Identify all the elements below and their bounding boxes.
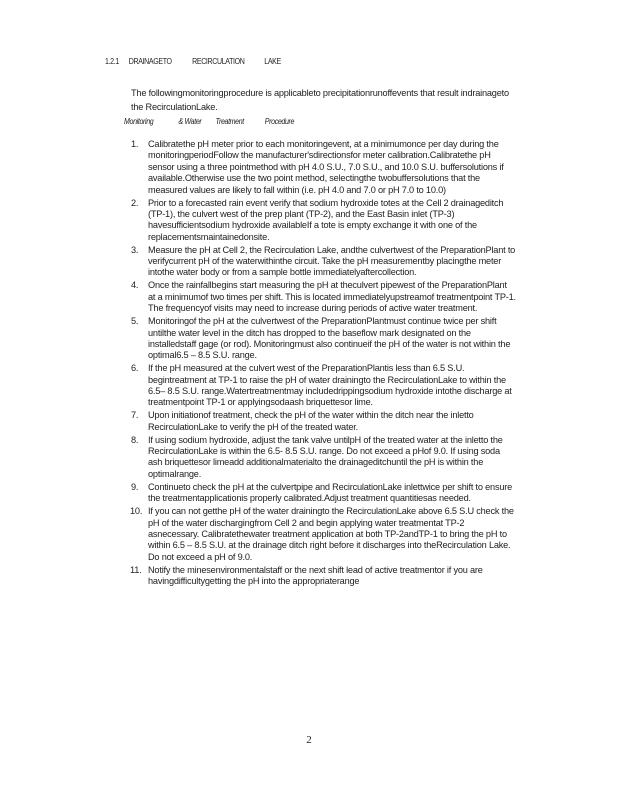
step-number: 9. (131, 481, 139, 492)
procedure-step (131, 198, 516, 244)
intro-paragraph: The followingmonitoringprocedure is applicableto precipitationrunoffevents that result indrainageto the RecirculationLake. (131, 88, 509, 112)
section-heading (105, 57, 281, 66)
step-text: Calibratethe pH meter prior to each monitoringevent, at a minimumonce per day during the monitoringperiodFollow the manufacturer'sdirectionsfor meter calibration.Calibratethe pH sensor using a three pointmethod with pH 4.0 S.U., 7.0 S.U., and 10.0 S.U. buffersolutions if available.Otherwise use the two point method, selectingthe twobuffersolutions that the measured values are likely to fall within (i.e. pH 4.0 and 7.0 or pH 7.0 to 10.0) (148, 139, 504, 195)
step-text: Continueto check the pH at the culvertpipe and RecirculationLake inlettwice per shift to ensure the treatmentapplicationis properly calibrated.Adjust treatment quantitiesas needed. (148, 481, 513, 504)
procedure-step (131, 139, 516, 196)
procedure-step (131, 482, 516, 505)
section-title-word: RECIRCULATION (192, 57, 245, 66)
step-text: Prior to a forecasted rain event verify that sodium hydroxide totes at the Cell 2 drainageditch (TP-1), the culvert west of the prep plant (TP-2), and the East Basin inlet (TP-3) havesufficientsodium hydroxide availableIf a tote is empty exchange it with one of the replacementsmaintainedonsite. (148, 197, 504, 242)
step-text: Notify the minesenvironmentalstaff or the next shift lead of active treatmentor if you are havingdifficultygetting the pH into the appropriaterange (148, 564, 483, 587)
step-number: 6. (131, 363, 139, 374)
step-number: 11. (130, 564, 142, 575)
section-title-word: LAKE (264, 57, 281, 66)
subheading-word: & Water (178, 117, 202, 126)
step-text: If the pH measured at the culvert west of the PreparationPlantis less than 6.5 S.U. begintreatment at TP-1 to raise the pH of water drainingto the RecirculationLake to within the 6.5– 8.5 S.U. range.Watertreatmentmay includedrippingsodium hydroxide intothe discharge at treatmentpoint TP-1 or applyingsodaash briquettesor lime. (148, 363, 512, 408)
step-number: 3. (131, 244, 139, 255)
procedure-step (131, 565, 516, 588)
step-text: Once the rainfallbegins start measuring the pH at theculvert pipewest of the PreparationPlant at a minimumof two times per shift. This is located immediatelyupstreamof treatmentpoint TP-1. The frequencyof visits may need to increase during periods of active water treatment. (148, 280, 516, 314)
procedure-step (131, 316, 516, 362)
procedure-step (131, 410, 516, 433)
procedure-step (131, 435, 516, 481)
step-number: 10. (130, 506, 143, 517)
step-text: If you can not getthe pH of the water drainingto the RecirculationLake above 6.5 S.U check the pH of the water dischargingfrom Cell 2 and begin applying water treatmentat TP-2 asnecessary. Calibratethewater treatment application at both TP-2andTP-1 to bring the pH to within 6.5 – 8.5 S.U. at the drainage ditch right before it discharges into theRecirculation Lake. Do not exceed a pH of 9.0. (148, 506, 514, 562)
step-number: 8. (131, 434, 139, 445)
step-number: 2. (131, 197, 139, 208)
section-number: 1.2.1 (105, 57, 119, 66)
step-text: Measure the pH at Cell 2, the Recirculation Lake, andthe culvertwest of the PreparationPlant to verifycurrent pH of the waterwithinthe circuit. Take the pH measurementby placingthe meter intothe water body or from a sample bottle immediatelyaftercollection. (148, 244, 516, 278)
procedure-subheading (124, 117, 294, 126)
step-number: 5. (131, 316, 139, 327)
subheading-word: Monitoring (124, 117, 154, 126)
step-number: 7. (131, 410, 139, 421)
section-title-word: DRAINAGETO (128, 57, 172, 66)
step-text: If using sodium hydroxide, adjust the tank valve untilpH of the treated water at the inletto the RecirculationLake is within the 6.5- 8.5 S.U. range. Do not exceed a pHof 9.0. If using soda ash briquettesor limeadd additionalmaterialto the drainageditchuntil the pH is within the optimalrange. (148, 434, 503, 479)
step-text: Monitoringof the pH at the culvertwest of the PreparationPlantmust continue twice per shift untilthe water level in the ditch has dropped to the baseflow mark designated on the installedstaff gage (or rod). Monitoringmust also continueif the pH of the water is not within the optimal6.5 – 8.5 S.U. range. (148, 316, 511, 361)
subheading-word: Procedure (264, 117, 295, 126)
page-number: 2 (306, 734, 312, 746)
step-number: 1. (131, 139, 139, 149)
procedure-step (131, 506, 516, 563)
step-text: Upon initiationof treatment, check the pH of the water within the ditch near the inletto RecirculationLake to verify the pH of the treated water. (148, 410, 474, 432)
procedure-step (131, 245, 516, 279)
procedure-step (131, 280, 516, 314)
step-number: 4. (131, 280, 139, 291)
subheading-word: Treatment (215, 117, 244, 126)
procedure-list (131, 139, 516, 589)
procedure-step (131, 363, 516, 409)
